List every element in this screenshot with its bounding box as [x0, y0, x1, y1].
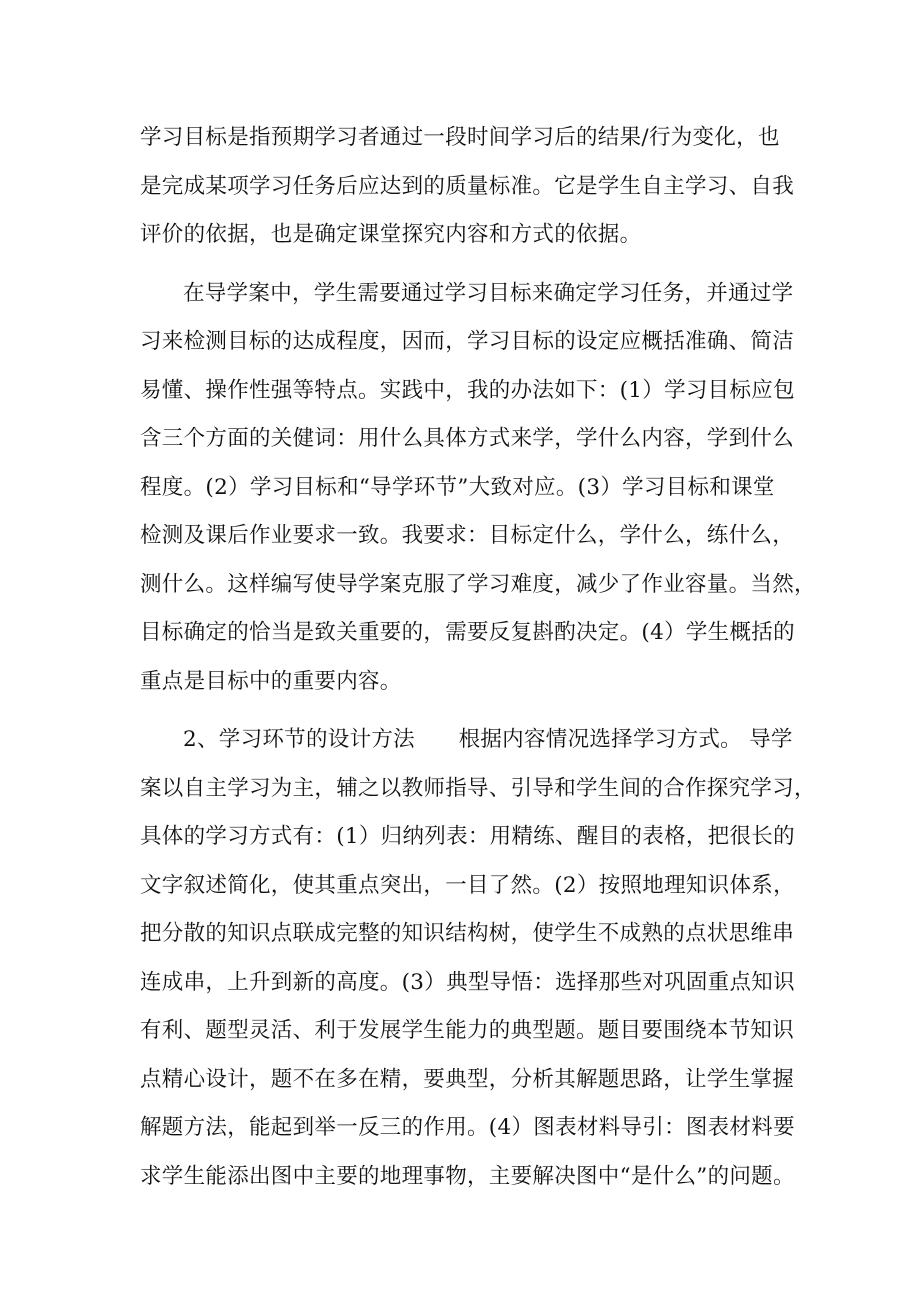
text-line: 连成串，上升到新的高度。(3）典型导悟：选择那些对巩固重点知识: [140, 969, 795, 995]
text-line: 2、学习环节的设计方法 根据内容情况选择学习方式。 导学: [183, 727, 793, 752]
text-line: 含三个方面的关健词：用什么具体方式来学，学什么内容，学到什么: [140, 426, 795, 451]
text-line: 程度。(2）学习目标和“导学环节”大致对应。(3）学习目标和课堂: [140, 474, 775, 500]
text-line: 检测及课后作业要求一致。我要求：目标定什么，学什么，练什么，: [140, 523, 795, 548]
text-line: 测什么。这样编写使导学案克服了学习难度，减少了作业容量。当然，: [140, 571, 816, 597]
text-line: 把分散的知识点联成完整的知识结构树，使学生不成熟的点状思维串: [140, 921, 795, 946]
text-line: 解题方法，能起到举一反三的作用。(4）图表材料导引：图表材料要: [140, 1115, 795, 1140]
text-line: 文字叙述简化，使其重点突出，一目了然。(2）按照地理知识体系，: [140, 872, 795, 898]
text-line: 案以自主学习为主，辅之以教师指导、引导和学生间的合作探究学习，: [140, 775, 816, 801]
text-line: 易懂、操作性强等特点。实践中，我的办法如下：(1）学习目标应包: [140, 377, 795, 403]
text-line: 重点是目标中的重要内容。: [140, 668, 402, 694]
text-line: 具体的学习方式有：(1）归纳列表：用精练、醒目的表格，把很长的: [140, 824, 795, 849]
text-line: 目标确定的恰当是致关重要的，需要反复斟酌决定。(4）学生概括的: [140, 620, 795, 645]
text-line: 有利、题型灵活、利于发展学生能力的典型题。题目要围绕本节知识: [140, 1018, 795, 1043]
text-line: 在导学案中，学生需要通过学习目标来确定学习任务，并通过学: [183, 280, 794, 306]
text-line: 评价的依据，也是确定课堂探究内容和方式的依据。: [140, 222, 642, 247]
text-line: 是完成某项学习任务后应达到的质量标准。它是学生自主学习、自我: [140, 173, 795, 199]
text-line: 点精心设计，题不在多在精，要典型，分析其解题思路，让学生掌握: [140, 1066, 795, 1092]
text-line: 求学生能添出图中主要的地理事物，主要解决图中“是什么”的问题。: [140, 1163, 795, 1189]
document-body: [140, 114, 816, 1201]
text-line: 学习目标是指预期学习者通过一段时间学习后的结果/行为变化，也: [140, 125, 780, 150]
text-line: 习来检测目标的达成程度，因而，学习目标的设定应概括准确、简洁: [140, 329, 795, 354]
